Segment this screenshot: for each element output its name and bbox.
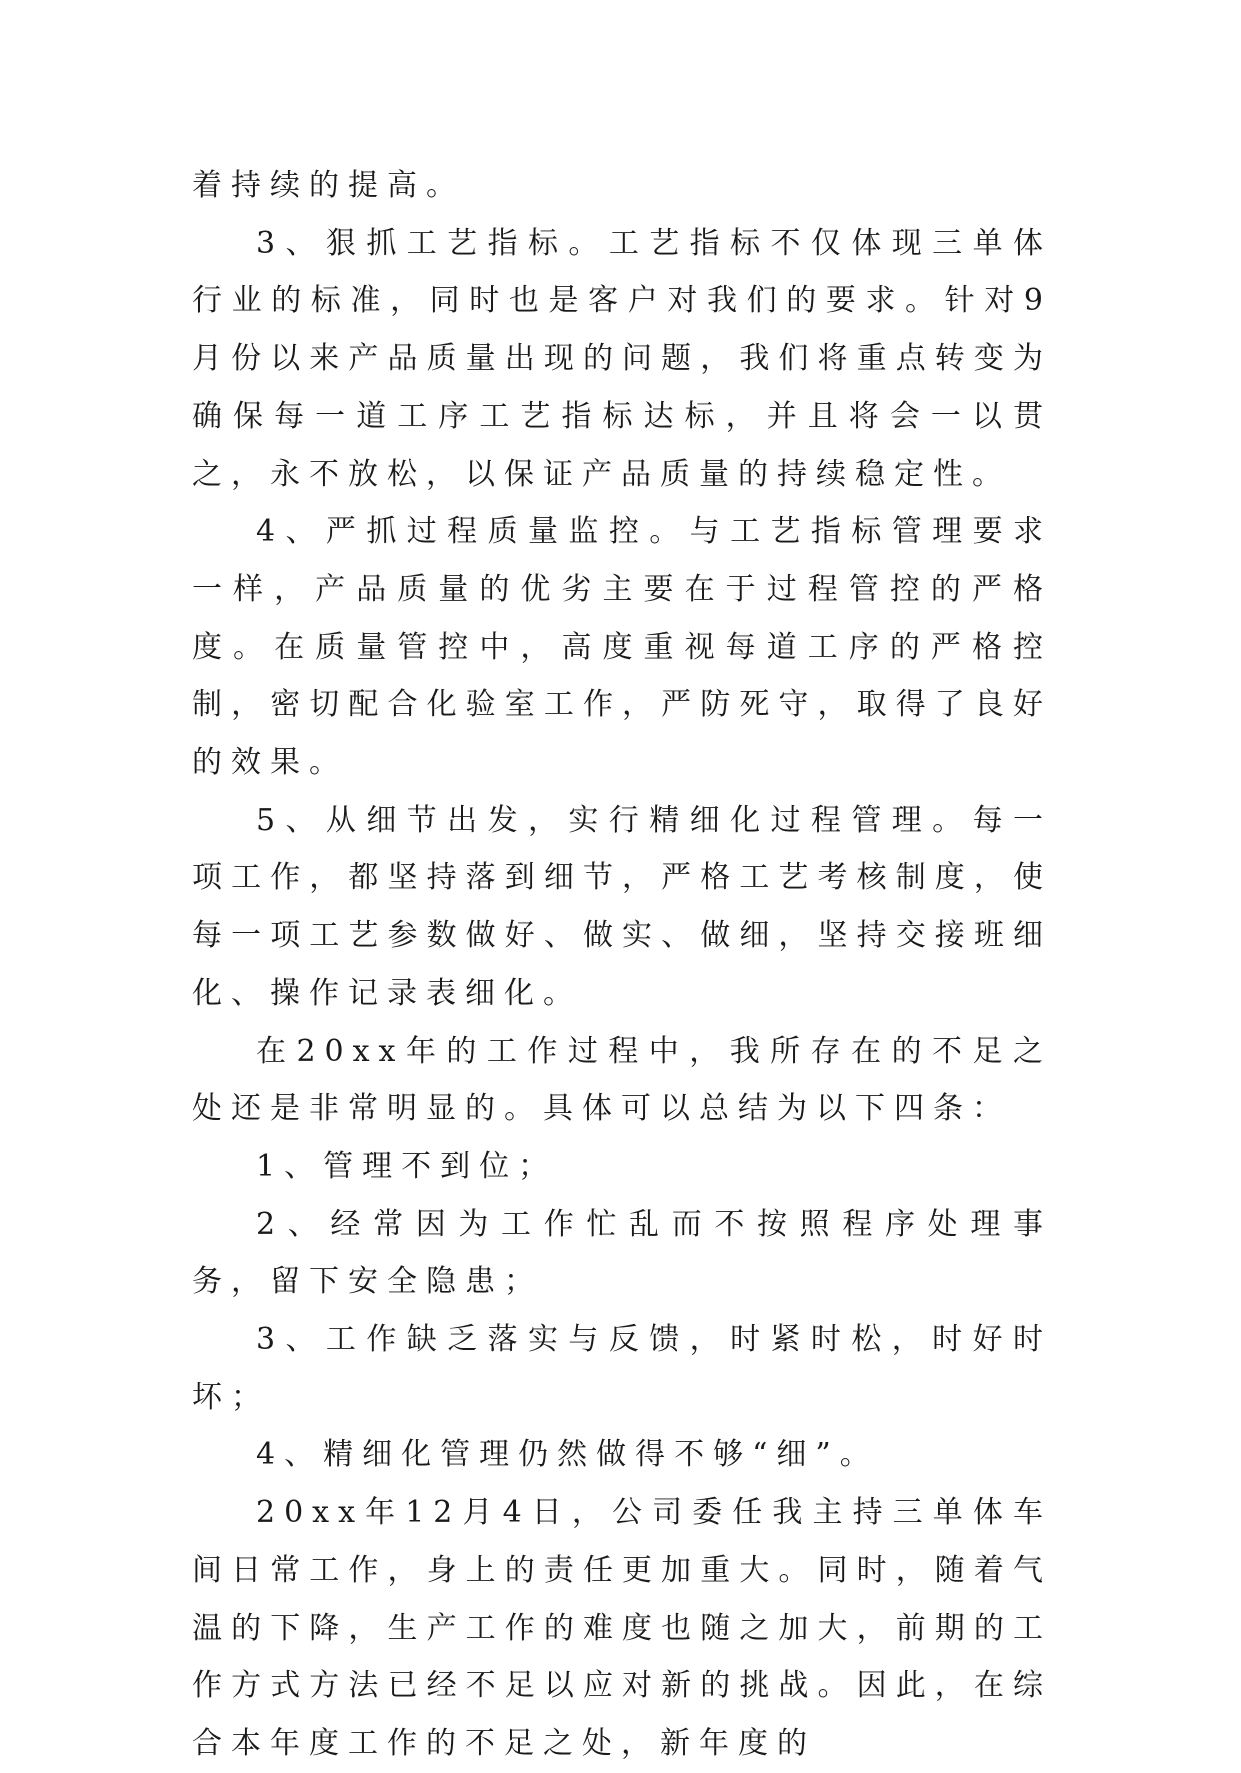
paragraph-refined-management: 5、从细节出发，实行精细化过程管理。每一项工作，都坚持落到细节，严格工艺考核制度，使每一项工艺参数做好、做实、做细，坚持交接班细化、操作记录表细化。 bbox=[192, 802, 1052, 1011]
paragraph-quality-monitoring: 4、严抓过程质量监控。与工艺指标管理要求一样，产品质量的优劣主要在于过程管控的严格度。在质量管控中，高度重视每道工序的严格控制，密切配合化验室工作，严防死守，取得了良好的效果。 bbox=[192, 514, 1052, 781]
paragraph-continuation: 着持续的提高。 bbox=[192, 168, 465, 203]
list-item-shortcoming-3: 3、工作缺乏落实与反馈，时紧时松，时好时坏； bbox=[192, 1322, 1052, 1415]
list-item-shortcoming-4: 4、精细化管理仍然做得不够“细”。 bbox=[256, 1437, 879, 1473]
paragraph-new-appointment: 20xx年12月4日，公司委任我主持三单体车间日常工作，身上的责任更加重大。同时，随着气温的下降，生产工作的难度也随之加大，前期的工作方式方法已经不足以应对新的挑战。因此，在综合本年度工作的不足之处，新年度的 bbox=[192, 1495, 1052, 1761]
paragraph-process-indicators: 3、狠抓工艺指标。工艺指标不仅体现三单体行业的标准，同时也是客户对我们的要求。针对9月份以来产品质量出现的问题，我们将重点转变为确保每一道工序工艺指标达标，并且将会一以贯之，永不放松，以保证产品质量的持续稳定性。 bbox=[192, 225, 1052, 492]
document-body bbox=[192, 157, 1052, 1773]
list-item-shortcoming-1: 1、管理不到位； bbox=[256, 1148, 558, 1184]
paragraph-shortcomings-intro: 在20xx年的工作过程中，我所存在的不足之处还是非常明显的。具体可以总结为以下四条： bbox=[192, 1033, 1052, 1127]
list-item-shortcoming-2: 2、经常因为工作忙乱而不按照程序处理事务，留下安全隐患； bbox=[192, 1206, 1052, 1300]
